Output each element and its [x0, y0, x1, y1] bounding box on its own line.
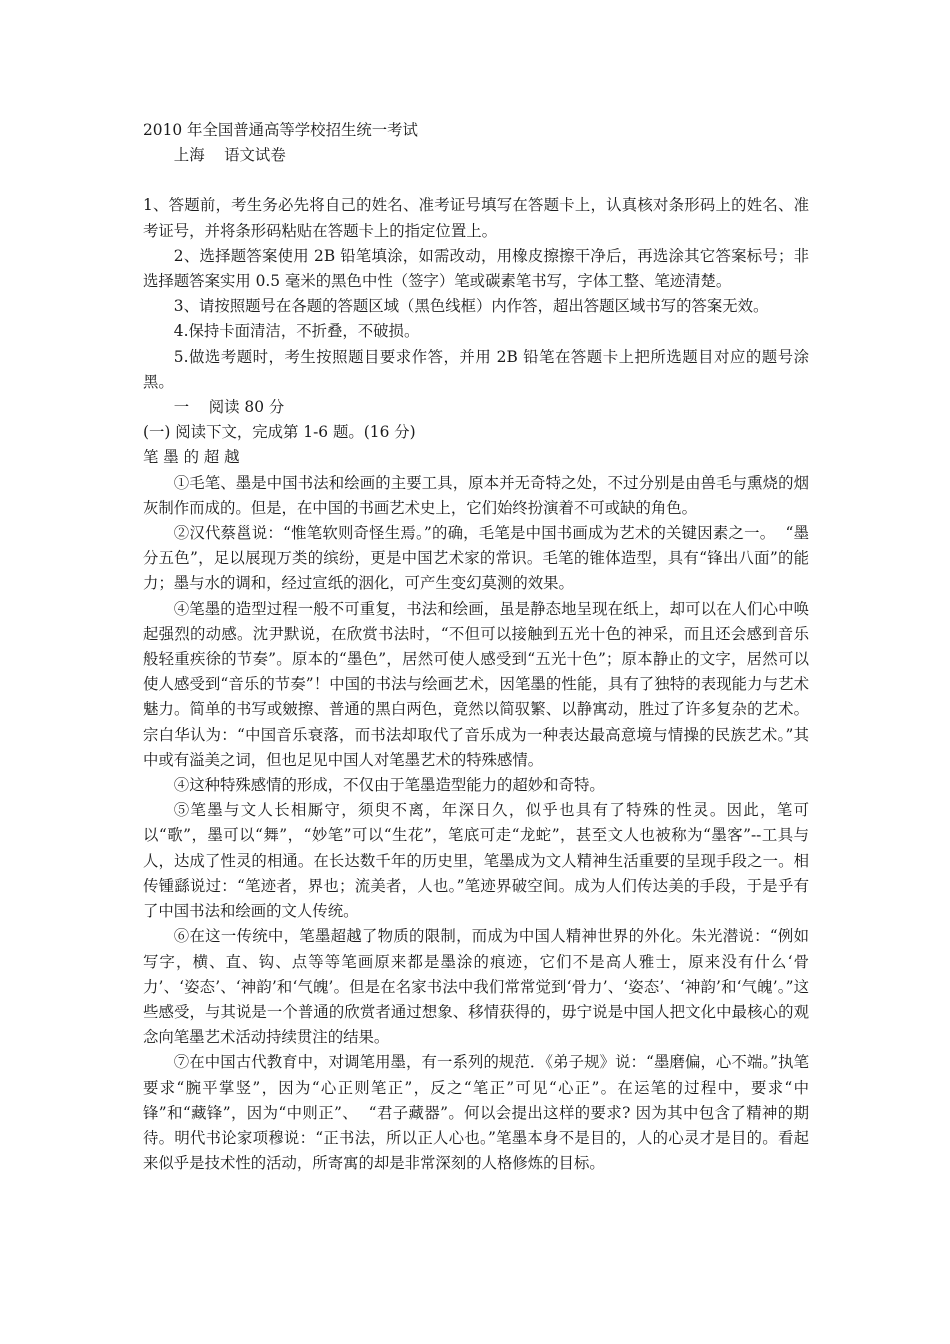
article-title: 笔 墨 的 超 越 [143, 448, 240, 467]
section-heading-reading: 一 阅读 80 分 [173, 398, 285, 417]
article-paragraph-4: ④这种特殊感情的形成，不仅由于笔墨造型能力的超妙和奇特。 [173, 776, 605, 795]
article-paragraph-5: ⑤笔墨与文人长相厮守，须臾不离，年深日久，似乎也具有了特殊的性灵。因此，笔可以“歌”，墨可以“舞”，“妙笔”可以“生花”，笔底可走“龙蛇”，甚至文人也被称为“墨客”--工具与人，达成了性灵的相通。在长达数千年的历史里，笔墨成为文人精神生活重要的呈现手段之一。相传锺繇说过：“笔迹者，界也；流美者，人也。”笔迹界破空间。成为人们传达美的手段，于是乎有了中国书法和绘画的文人传统。 [143, 801, 809, 921]
exam-title: 2010 年全国普通高等学校招生统一考试 [143, 121, 418, 139]
article-paragraph-6: ⑥在这一传统中，笔墨超越了物质的限制，而成为中国人精神世界的外化。朱光潜说：“例如写字，横、直、钩、点等等笔画原来都是墨涂的痕迹，它们不是高人雅士，原来没有什么‘骨力’、‘姿态’、‘神韵’和‘气魄’。但是在名家书法中我们常常觉到‘骨力’、‘姿态’、‘神韵’和‘气魄’。”这些感受，与其说是一个普通的欣赏者通过想象、移情获得的，毋宁说是中国人把文化中最核心的观念向笔墨艺术活动持续贯注的结果。 [143, 927, 809, 1047]
exam-subtitle: 上海 语文试卷 [173, 146, 286, 165]
article-paragraph-3: ④笔墨的造型过程一般不可重复，书法和绘画，虽是静态地呈现在纸上，却可以在人们心中唤起强烈的动感。沈尹默说，在欣赏书法时，“不但可以接触到五光十色的神采，而且还会感到音乐般轻重疾徐的节奏”。原本的“墨色”，居然可使人感受到“五光十色”；原本静止的文字，居然可以使人感受到“音乐的节奏”！中国的书法与绘画艺术，因笔墨的性能，具有了独特的表现能力与艺术魅力。简单的书写或皴擦、普通的黑白两色，竟然以简驭繁、以静寓动，胜过了许多复杂的艺术。宗白华认为：“中国音乐衰落，而书法却取代了音乐成为一种表达最高意境与情操的民族艺术。”其中或有溢美之词，但也足见中国人对笔墨艺术的特殊感情。 [143, 599, 809, 769]
article-paragraph-7: ⑦在中国古代教育中，对调笔用墨，有一系列的规范．《弟子规》说：“墨磨偏，心不端。”执笔要求“腕平掌竖”，因为“心正则笔正”，反之“笔正”可见“心正”。在运笔的过程中，要求“中锋”和“藏锋”，因为“中则正”、 “君子藏器”。何以会提出这样的要求? 因为其中包含了精神的期待。明代书论家项穆说：“正书法，所以正人心也。”笔墨本身不是目的，人的心灵才是目的。看起来似乎是技术性的活动，所寄寓的却是非常深刻的人格修炼的目标。 [143, 1053, 809, 1173]
instruction-item-3: 3、请按照题号在各题的答题区域（黑色线框）内作答，超出答题区域书写的答案无效。 [173, 297, 769, 316]
article-paragraph-1: ①毛笔、墨是中国书法和绘画的主要工具，原本并无奇特之处，不过分别是由兽毛与熏烧的烟灰制作而成的。但是，在中国的书画艺术史上，它们始终扮演着不可或缺的角色。 [143, 473, 809, 517]
document-content [143, 118, 809, 1176]
instruction-item-4: 4.保持卡面清洁，不折叠，不破损。 [173, 322, 420, 341]
instruction-item-2: 2、选择题答案使用 2B 铅笔填涂，如需改动，用橡皮擦擦干净后，再选涂其它答案标号；非选择题答案实用 0.5 毫米的黑色中性（签字）笔或碳素笔书写，字体工整、笔迹清楚。 [143, 246, 809, 291]
spacer-after-title [143, 168, 809, 193]
passage-heading: (一) 阅读下文，完成第 1-6 题。(16 分) [143, 423, 416, 442]
article-paragraph-2: ②汉代蔡邕说：“惟笔软则奇怪生焉。”的确，毛笔是中国书画成为艺术的关键因素之一。 “墨分五色”，足以展现万类的缤纷，更是中国艺术家的常识。毛笔的锥体造型，具有“锋出八面”的能力；墨与水的调和，经过宣纸的洇化，可产生变幻莫测的效果。 [143, 524, 809, 593]
instruction-item-5: 5.做选考题时，考生按照题目要求作答，并用 2B 铅笔在答题卡上把所选题目对应的题号涂黑。 [143, 347, 809, 391]
instruction-item-1: 1、答题前，考生务必先将自己的姓名、准考证号填写在答题卡上，认真核对条形码上的姓名、准考证号，并将条形码粘贴在答题卡上的指定位置上。 [143, 196, 809, 240]
